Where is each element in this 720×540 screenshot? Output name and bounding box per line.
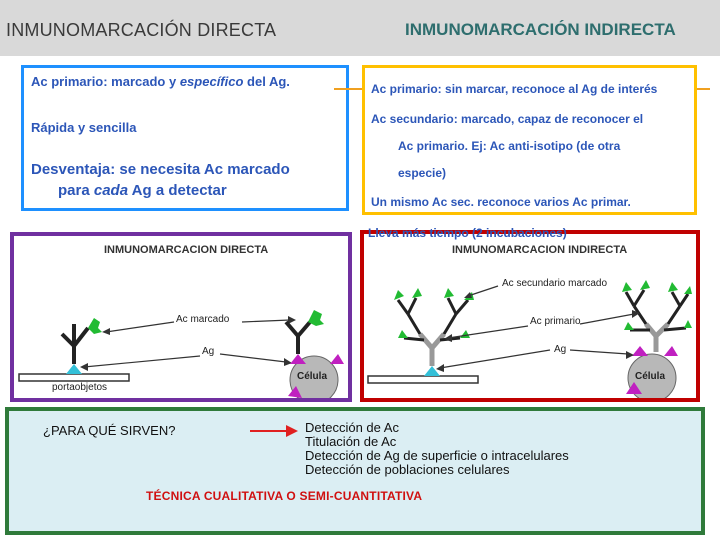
direct-description-box <box>21 65 349 211</box>
label-celula-direct: Célula <box>297 371 328 382</box>
label-star-left <box>88 318 102 334</box>
direct-line-4b: Ag a detectar <box>128 182 227 199</box>
indirect-line-2: Ac secundario: marcado, capaz de reconocer el <box>371 112 644 126</box>
indirect-diagram-panel <box>360 230 700 402</box>
direct-diagram-panel <box>10 232 352 402</box>
uses-item: Detección de poblaciones celulares <box>305 462 510 477</box>
indirect-line-1: Ac primario: sin marcar, reconoce al Ag de interés <box>371 82 658 96</box>
direct-diagram-title: INMUNOMARCACION DIRECTA <box>104 244 269 256</box>
indirect-line-4: especie) <box>398 166 447 180</box>
title-direct: INMUNOMARCACIÓN DIRECTA <box>6 20 277 40</box>
label-ag-direct: Ag <box>202 346 215 357</box>
indirect-line-3: Ac primario. Ej: Ac anti-isotipo (de otra <box>398 139 621 153</box>
direct-line-4a: para <box>58 182 94 199</box>
arrow-right-icon <box>250 425 298 437</box>
direct-line-4 <box>58 182 227 199</box>
uses-panel <box>5 407 705 535</box>
direct-antibody-left <box>62 324 88 364</box>
technique-label: TÉCNICA CUALITATIVA O SEMI-CUANTITATIVA <box>146 489 423 503</box>
title-indirect: INMUNOMARCACIÓN INDIRECTA <box>405 20 676 39</box>
label-ac-primario: Ac primario <box>530 316 581 327</box>
direct-line-1b: del Ag. <box>243 74 290 89</box>
direct-line-1-em: específico <box>179 74 244 89</box>
uses-item: Detección de Ag de superficie o intracelulares <box>305 448 569 463</box>
uses-list <box>305 421 569 477</box>
direct-line-3: Desventaja: se necesita Ac marcado <box>31 161 290 178</box>
indirect-description-box <box>362 65 697 215</box>
label-ac-marcado: Ac marcado <box>176 314 230 325</box>
label-celula-indirect: Célula <box>635 371 666 382</box>
label-ag-indirect: Ag <box>554 344 567 355</box>
antigen-cyan-shape <box>66 364 82 374</box>
indirect-diagram-title: INMUNOMARCACION INDIRECTA <box>452 244 628 256</box>
direct-line-1 <box>31 74 290 89</box>
indirect-line-6: Lleva más tiempo (2 incubaciones) <box>368 226 567 240</box>
uses-item: Titulación de Ac <box>305 434 397 449</box>
direct-antibody-right <box>286 322 310 354</box>
label-ac-secundario: Ac secundario marcado <box>502 278 608 289</box>
direct-line-2: Rápida y sencilla <box>31 120 137 135</box>
direct-line-1a: Ac primario: marcado y <box>31 74 180 89</box>
label-portaobjetos: portaobjetos <box>52 382 108 393</box>
uses-item: Detección de Ac <box>305 420 399 435</box>
slide-shape <box>19 374 129 381</box>
indirect-line-5: Un mismo Ac sec. reconoce varios Ac primar. <box>371 195 631 209</box>
direct-line-4-em: cada <box>93 182 129 199</box>
uses-question: ¿PARA QUÉ SIRVEN? <box>43 423 176 438</box>
